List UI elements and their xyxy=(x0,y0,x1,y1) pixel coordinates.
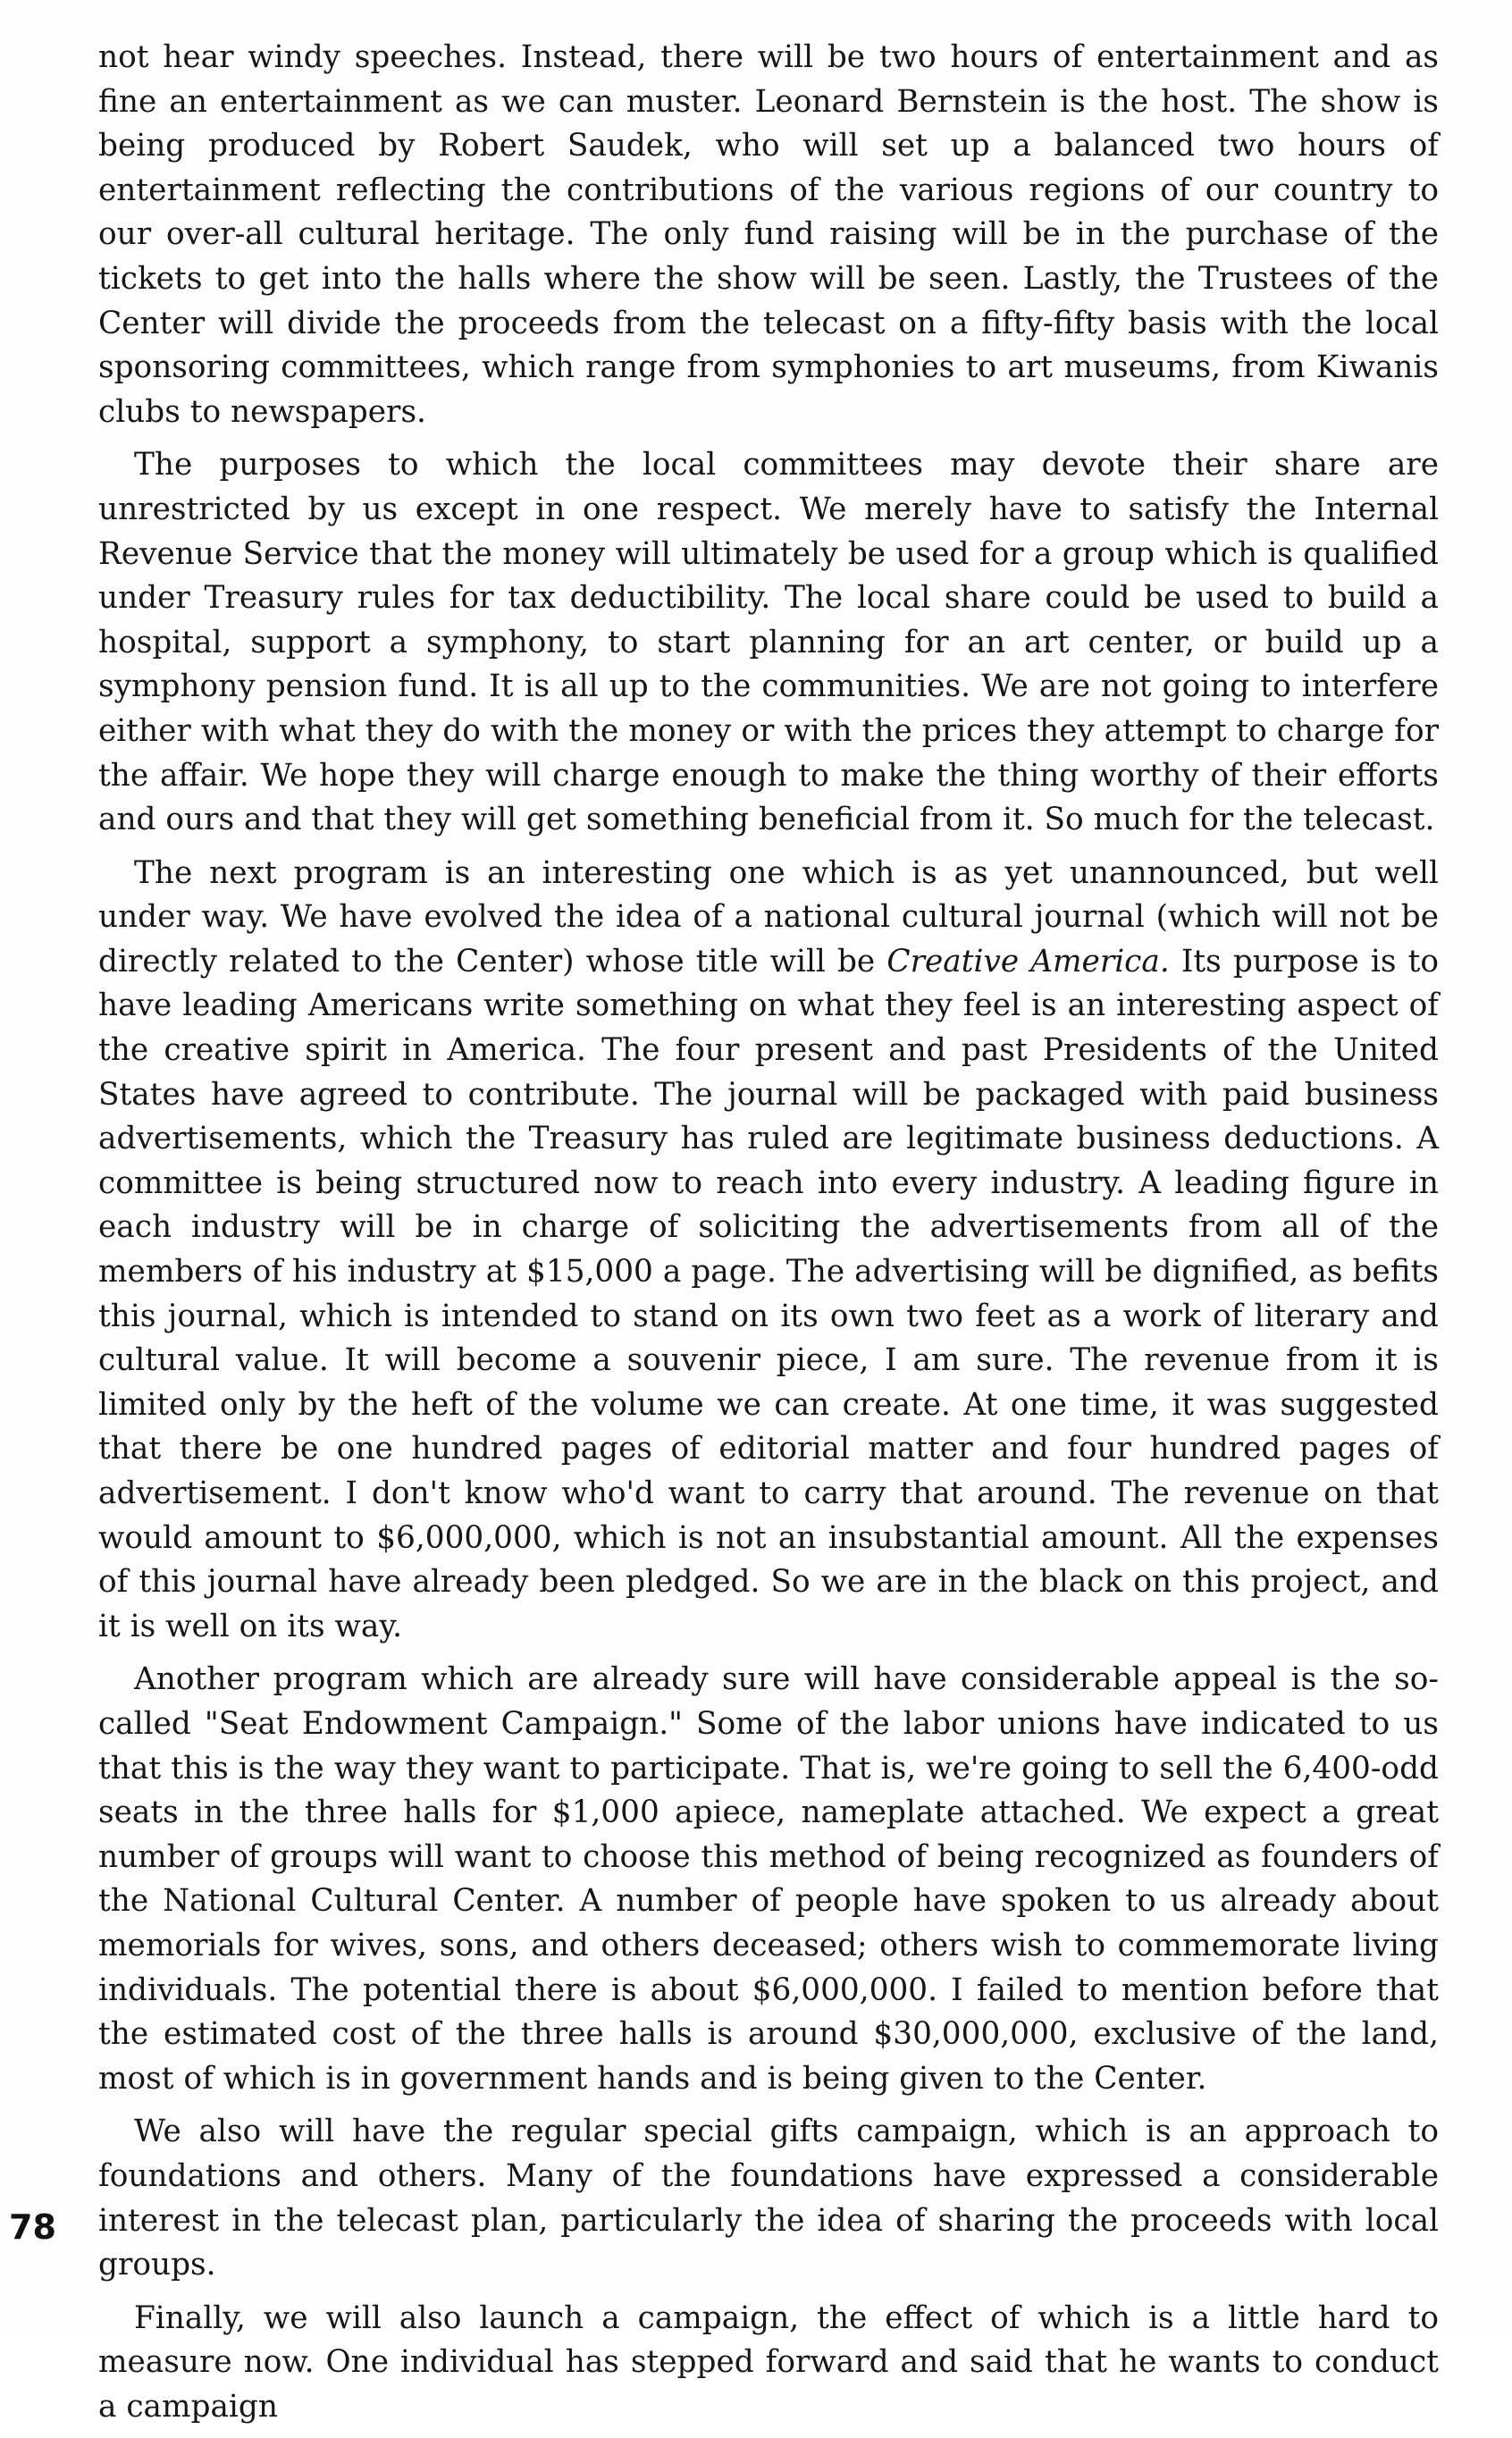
body-text xyxy=(98,36,1439,2438)
paragraph-cultural-journal-after: Its purpose is to have leading Americans write something on what they feel is an interesting aspect of the creative spirit in America. The four present and past Presidents of the United States have agreed to contribute. The journal will be packaged with paid business advertisements, which the Treasury has ruled are legitimate business deductions. A committee is being structured now to reach into every industry. A leading figure in each industry will be in charge of soliciting the advertisements from all of the members of his industry at $15,000 a page. The advertising will be dignified, as befits this journal, which is intended to stand on its own two feet as a work of literary and cultural value. It will become a souvenir piece, I am sure. The revenue from it is limited only by the heft of the volume we can create. At one time, it was suggested that there be one hundred pages of editorial matter and four hundred pages of advertisement. I don't know who'd want to carry that around. The revenue on that would amount to $6,000,000, which is not an insubstantial amount. All the expenses of this journal have already been pledged. So we are in the black on this project, and it is well on its way. xyxy=(98,943,1439,1644)
paragraph-special-gifts: We also will have the regular special gifts campaign, which is an approach to foundations and others. Many of the foundations have expressed a considerable interest in the telecast plan, particularly the idea of sharing the proceeds with local groups. xyxy=(98,2114,1439,2283)
journal-title: Creative America. xyxy=(886,943,1170,979)
paragraph-seat-endowment: Another program which are already sure will have considerable appeal is the so-called "Seat Endowment Campaign." Some of the labor unions have indicated to us that this is the way they want to participate. That is, we're going to sell the 6,400-odd seats in the three halls for $1,000 apiece, nameplate attached. We expect a great number of groups will want to choose this method of being recognized as founders of the National Cultural Center. A number of people have spoken to us already about memorials for wives, sons, and others deceased; others wish to commemorate living individuals. The potential there is about $6,000,000. I failed to mention before that the estimated cost of the three halls is around $30,000,000, exclusive of the land, most of which is in government hands and is being given to the Center. xyxy=(98,1661,1439,2097)
paragraph-cultural-journal xyxy=(98,852,1439,1650)
paragraph-final-campaign: Finally, we will also launch a campaign, the effect of which is a little hard to measure now. One individual has stepped forward and said that he wants to conduct a campaign xyxy=(98,2299,1439,2425)
paragraph-local-committees: The purposes to which the local committees may devote their share are unrestricted by us except in one respect. We merely have to satisfy the Internal Revenue Service that the money will ultimately be used for a group which is qualified under Treasury rules for tax deductibility. The local share could be used to build a hospital, support a symphony, to start planning for an art center, or build up a symphony pension fund. It is all up to the communities. We are not going to interfere either with what they do with the money or with the prices they attempt to charge for the affair. We hope they will charge enough to make the thing worthy of their efforts and ours and that they will get something beneficial from it. So much for the telecast. xyxy=(98,447,1439,838)
page-number: 78 xyxy=(9,2207,56,2247)
paragraph-telecast-continued: not hear windy speeches. Instead, there will be two hours of entertainment and as fine an entertainment as we can muster. Leonard Bernstein is the host. The show is being produced by Robert Saudek, who will set up a balanced two hours of entertainment reflecting the contributions of the various regions of our country to our over-all cultural heritage. The only fund raising will be in the purchase of the tickets to get into the halls where the show will be seen. Lastly, the Trustees of the Center will divide the proceeds from the telecast on a fifty-fifty basis with the local sponsoring committees, which range from symphonies to art museums, from Kiwanis clubs to newspapers. xyxy=(98,39,1439,430)
paragraph-cultural-journal-before: The next program is an interesting one which is as yet unannounced, but well under way. We have evolved the idea of a national cultural journal (which will not be directly related to the Center) whose title will be xyxy=(98,854,1439,979)
